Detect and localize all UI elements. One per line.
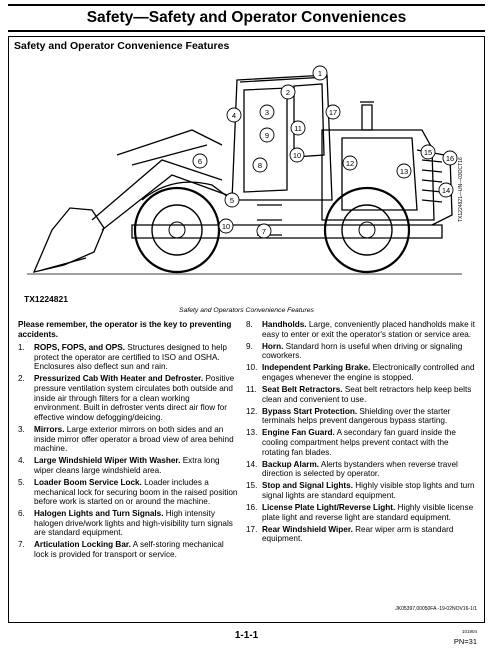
item-text: Standard horn is useful when driving or signaling coworkers. [262,341,463,361]
figure-id: TX1224821 [24,294,68,304]
item-title: ROPS, FOPS, and OPS. [34,343,125,353]
item-text: Positive pressure ventilation system circulates both outside and inside air through filters for a clean working environment. Built in defroster vents direct air flow for effective window defogging/deicing. [34,374,235,422]
callout-label: 3 [264,108,270,117]
callout-label: 15 [423,148,433,157]
item-text: A secondary fan guard inside the cooling compartment helps prevent contact with the rotating fan blades. [262,428,456,457]
item-text: Highly visible stop lights and turn signal lights are standard equipment. [262,481,475,500]
item-title: Large Windshield Wiper With Washer. [34,456,181,466]
item-title: Halogen Lights and Turn Signals. [34,509,164,519]
item-title: Bypass Start Protection. [262,406,358,416]
list-item [246,385,476,404]
list-item [18,509,238,538]
front-fender [142,182,232,200]
callout-label: 10 [292,151,302,160]
item-title: Pressurized Cab With Heater and Defroster. [34,374,204,384]
callout-label: 2 [285,88,291,97]
callout-label: 14 [441,186,451,195]
item-text: Rear wiper arm is standard equipment. [262,524,454,544]
callout-label: 11 [294,124,302,133]
item-text: Highly visible license plate light and reverse light are standard equipment. [262,503,474,522]
section-heading: Safety and Operator Convenience Features [14,40,230,52]
item-text: A self-storing mechanical lock is provided for transport or service. [34,540,224,560]
item-number: 12. [246,406,258,416]
item-text: High intensity halogen drive/work lights and high-visibility turn signals are standard equipment. [34,509,233,538]
list-item [246,407,476,426]
feature-list-right [246,320,476,546]
list-item [18,456,238,475]
footer-code: 101904 [461,629,477,634]
callout-label: 10 [221,222,231,231]
item-number: 11. [246,385,257,395]
item-title: Handholds. [262,320,307,329]
item-number: 8. [246,320,253,329]
feature-list-left [18,320,238,562]
list-item [246,320,476,339]
item-title: Loader Boom Service Lock. [34,477,142,487]
list-item [246,428,476,457]
item-number: 1. [18,343,25,353]
callout-label: 13 [399,167,409,176]
item-number: 9. [246,341,253,351]
item-text: Large exterior mirrors on both sides and an inside mirror offer operator a broad view of area behind machine. [34,424,234,454]
item-text: Electronically controlled and engages whenever the engine is stopped. [262,363,475,382]
callout-label: 4 [231,111,237,120]
item-number: 15. [246,481,258,491]
cab-rear-window [294,84,324,157]
item-title: Horn. [262,341,284,351]
list-item [246,481,476,500]
list-item [18,374,238,422]
item-title: Engine Fan Guard. [262,428,335,438]
loader-illustration [22,60,467,290]
list-item [246,460,476,479]
list-item [246,525,476,544]
intro-text: Please remember, the operator is the key to preventing accidents. [18,320,232,339]
item-title: Backup Alarm. [262,459,320,469]
callout-label: 8 [257,161,263,170]
item-number: 16. [246,503,258,513]
page-number: 1-1-1 [234,630,259,641]
callout-label: 16 [445,154,455,163]
list-item [18,540,238,559]
item-number: 17. [246,524,258,534]
main-frame [132,225,442,238]
callout-label: 7 [261,227,267,236]
item-number: 4. [18,456,25,466]
callout-label: 1 [317,69,323,78]
item-title: Mirrors. [34,424,65,434]
callout-label: 12 [345,159,355,168]
document-reference: JK05397,00050FA -19-02NOV16-1/1 [395,606,477,612]
callout-label: 9 [264,131,270,140]
exhaust-stack [362,105,372,130]
item-text: Extra long wiper cleans large windshield area. [34,456,220,475]
item-number: 14. [246,459,258,469]
loader-drawing [22,60,467,290]
footer-pn: PN=31 [453,637,477,646]
item-title: Stop and Signal Lights. [262,481,353,491]
list-item [246,342,476,361]
item-title: Independent Parking Brake. [262,363,371,373]
item-title: Rear Windshield Wiper. [262,524,353,534]
item-text: Shielding over the starter terminals helps prevent dangerous bypass starting. [262,406,451,426]
item-text: Loader includes a mechanical lock for securing boom in the raised position before work is started on or around the machine. [34,477,238,507]
rear-rim [342,205,392,255]
rear-tire [325,188,409,272]
list-item [18,478,238,507]
callout-label: 17 [328,108,338,117]
item-number: 6. [18,509,25,519]
figure-side-label: TX1224821—UN—03OCT16 [458,157,464,222]
list-item [246,363,476,382]
item-number: 3. [18,424,25,434]
front-rim [152,205,202,255]
item-number: 7. [18,540,25,550]
tilt-linkage [117,130,222,155]
item-text: Structures designed to help protect the operator are certified to ISO and OSHA. Enclosures also deflect sun and rain. [34,343,227,372]
page-title: Safety—Safety and Operator Conveniences [8,4,485,32]
item-number: 13. [246,428,258,438]
callout-label: 6 [197,157,203,166]
front-tire [135,188,219,272]
list-item [246,503,476,522]
item-text: Alerts bystanders when reverse travel direction is selected by operator. [262,459,458,479]
item-number: 10. [246,363,258,373]
item-number: 5. [18,477,25,487]
item-title: Seat Belt Retractors. [262,385,343,395]
figure-caption: Safety and Operators Convenience Features [179,307,314,314]
item-text: Seat belt retractors help keep belts clean and convenient to use. [262,385,472,404]
item-title: Articulation Locking Bar. [34,540,131,550]
item-title: License Plate Light/Reverse Light. [262,503,396,513]
list-item [18,343,238,372]
callout-label: 5 [229,196,235,205]
item-text: Large, conveniently placed handholds make it easy to enter or exit the operator's station or service area. [262,320,475,339]
item-number: 2. [18,374,25,384]
list-item [18,425,238,454]
